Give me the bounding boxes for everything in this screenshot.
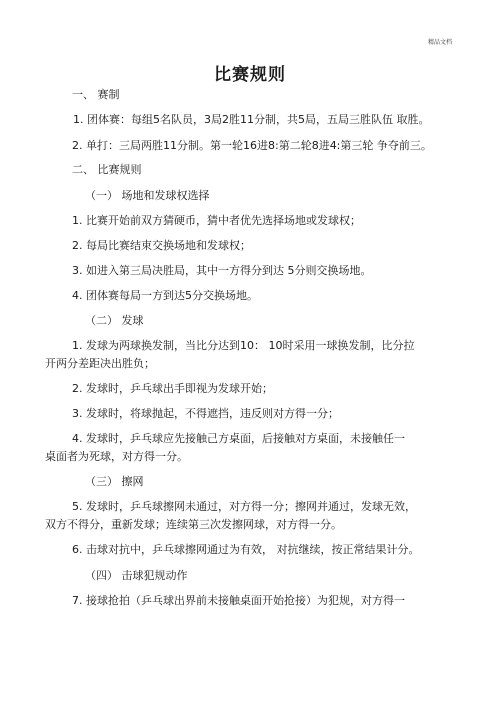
rule-serve-bounce: 4. 发球时，乒乓球应先接触己方桌面，后接触对方桌面，未接触任一 xyxy=(72,432,405,445)
rule-swap-each-game: 2. 每局比赛结束交换场地和发球权； xyxy=(72,239,251,252)
rule-serve-rotation-cont: 开两分差距决出胜负； xyxy=(45,357,155,370)
rule-team-swap: 4. 团体赛每局一方到达5分交换场地。 xyxy=(72,289,258,302)
corner-label: 精品文档 xyxy=(427,39,452,46)
subsection-heading-net: （三） 擦网 xyxy=(85,475,144,488)
rule-serve-bounce-cont: 桌面者为死球，对方得一分。 xyxy=(45,450,188,463)
subsection-heading-court-serve: （一） 场地和发球权选择 xyxy=(85,189,210,202)
rule-net-rally: 6. 击球对抗中，乒乓球擦网通过为有效， 对抗继续，按正常结果计分。 xyxy=(72,543,420,556)
rule-early-return: 7. 接球抢拍（乒乓球出界前未接触桌面开始抢接）为犯规，对方得一 xyxy=(72,594,405,607)
paragraph-team-format: 1. 团体赛：每组5名队员，3局2胜11分制，共5局，五局三胜队伍 取胜。 xyxy=(73,113,430,126)
subsection-heading-fouls: （四） 击球犯规动作 xyxy=(85,569,188,582)
section-heading-format: 一、 赛制 xyxy=(72,88,120,101)
section-heading-rules: 二、 比赛规则 xyxy=(72,163,142,176)
rule-net-serve: 5. 发球时，乒乓球擦网未通过，对方得一分；擦网并通过，发球无效， xyxy=(72,500,416,513)
paragraph-singles-format: 2. 单打：三局两胜11分制。第一轮16进8:第二轮8进4:第三轮 争夺前三。 xyxy=(72,139,432,152)
rule-coin-toss: 1. 比赛开始前双方猜硬币，猜中者优先选择场地或发球权； xyxy=(72,214,361,227)
page-title: 比赛规则 xyxy=(214,65,286,85)
rule-serve-start: 2. 发球时，乒乓球出手即视为发球开始； xyxy=(72,382,273,395)
rule-serve-rotation: 1. 发球为两球换发制，当比分达到10： 10时采用一球换发制，比分拉 xyxy=(72,339,415,352)
rule-deciding-game-swap: 3. 如进入第三局决胜局，其中一方得分到达 5分则交换场地。 xyxy=(72,264,372,277)
rule-net-serve-cont: 双方不得分，重新发球；连续第三次发擦网球，对方得一分。 xyxy=(45,518,342,531)
subsection-heading-serve: （二） 发球 xyxy=(85,314,144,327)
rule-serve-toss: 3. 发球时，将球抛起，不得遮挡，违反则对方得一分； xyxy=(72,407,339,420)
